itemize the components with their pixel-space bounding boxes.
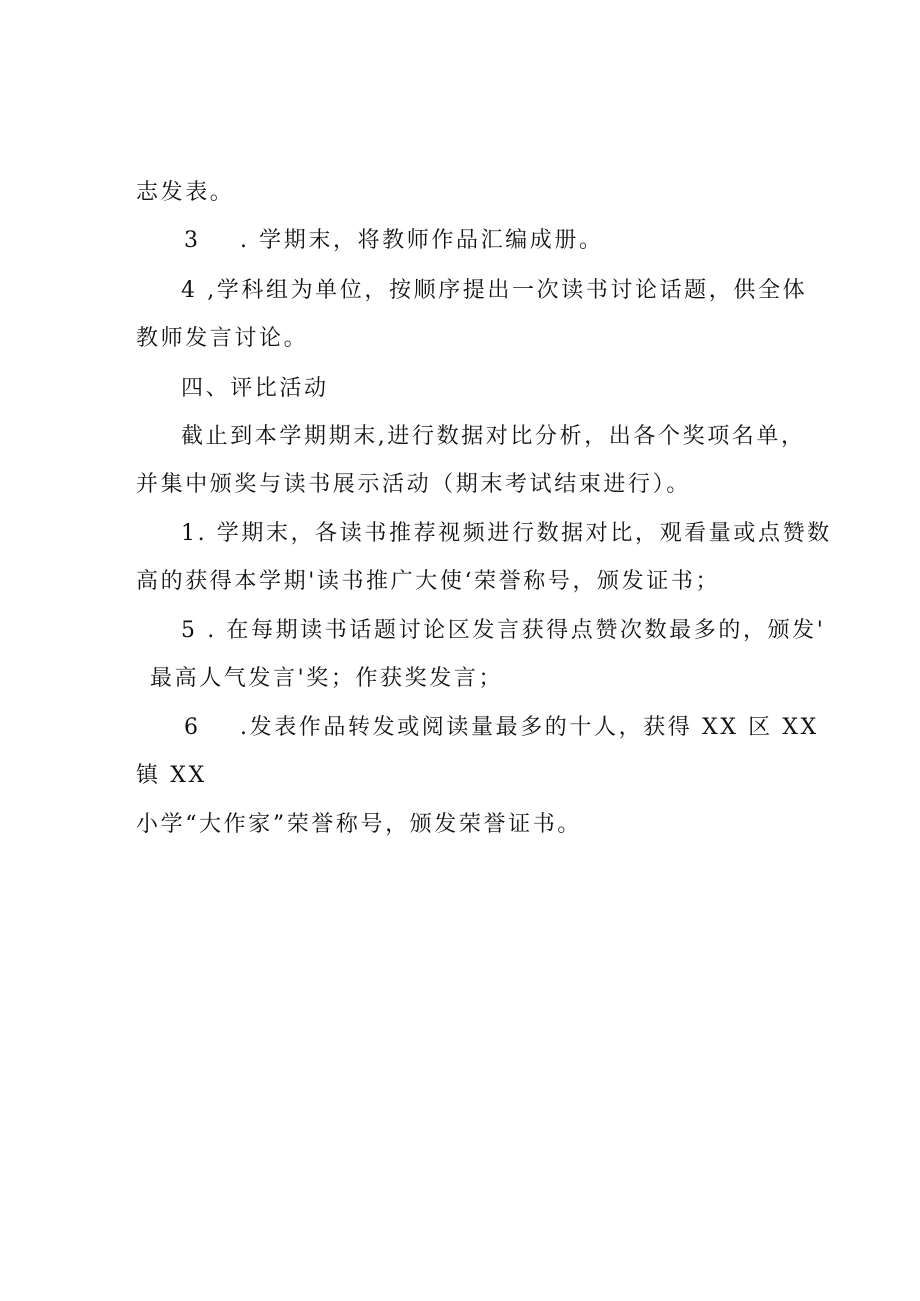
text-line-8: 高的获得本学期'读书推广大使‘荣誉称号，颁发证书；: [136, 569, 721, 594]
text-line-10: 最高人气发言'奖；作获奖发言；: [150, 666, 504, 691]
text-line-2: . 学期末，将教师作品汇编成册。: [240, 228, 604, 253]
text-line-6: 并集中颁奖与读书展示活动（期末考试结束进行）。: [136, 472, 691, 497]
list-number-3: 3: [184, 228, 201, 253]
text-line-3: 4 ,学科组为单位，按顺序提出一次读书讨论话题，供全体: [181, 278, 808, 303]
section-heading: 四、评比活动: [181, 376, 329, 401]
text-line-13: 小学“大作家”荣誉称号，颁发荣誉证书。: [136, 812, 582, 837]
text-line-1: 志发表。: [136, 180, 235, 205]
list-number-6: 6: [184, 715, 201, 740]
text-line-12: 镇 XX: [136, 763, 207, 788]
text-line-11: .发表作品转发或阅读量最多的十人，获得 XX 区 XX: [240, 715, 819, 740]
text-line-5: 截止到本学期期末,进行数据对比分析，出各个奖项名单，: [181, 424, 806, 449]
text-line-4: 教师发言讨论。: [136, 326, 309, 351]
text-line-9: 5 . 在每期读书话题讨论区发言获得点赞次数最多的，颁发': [181, 618, 826, 643]
text-line-7: 1. 学期末，各读书推荐视频进行数据对比，观看量或点赞数: [181, 521, 832, 546]
